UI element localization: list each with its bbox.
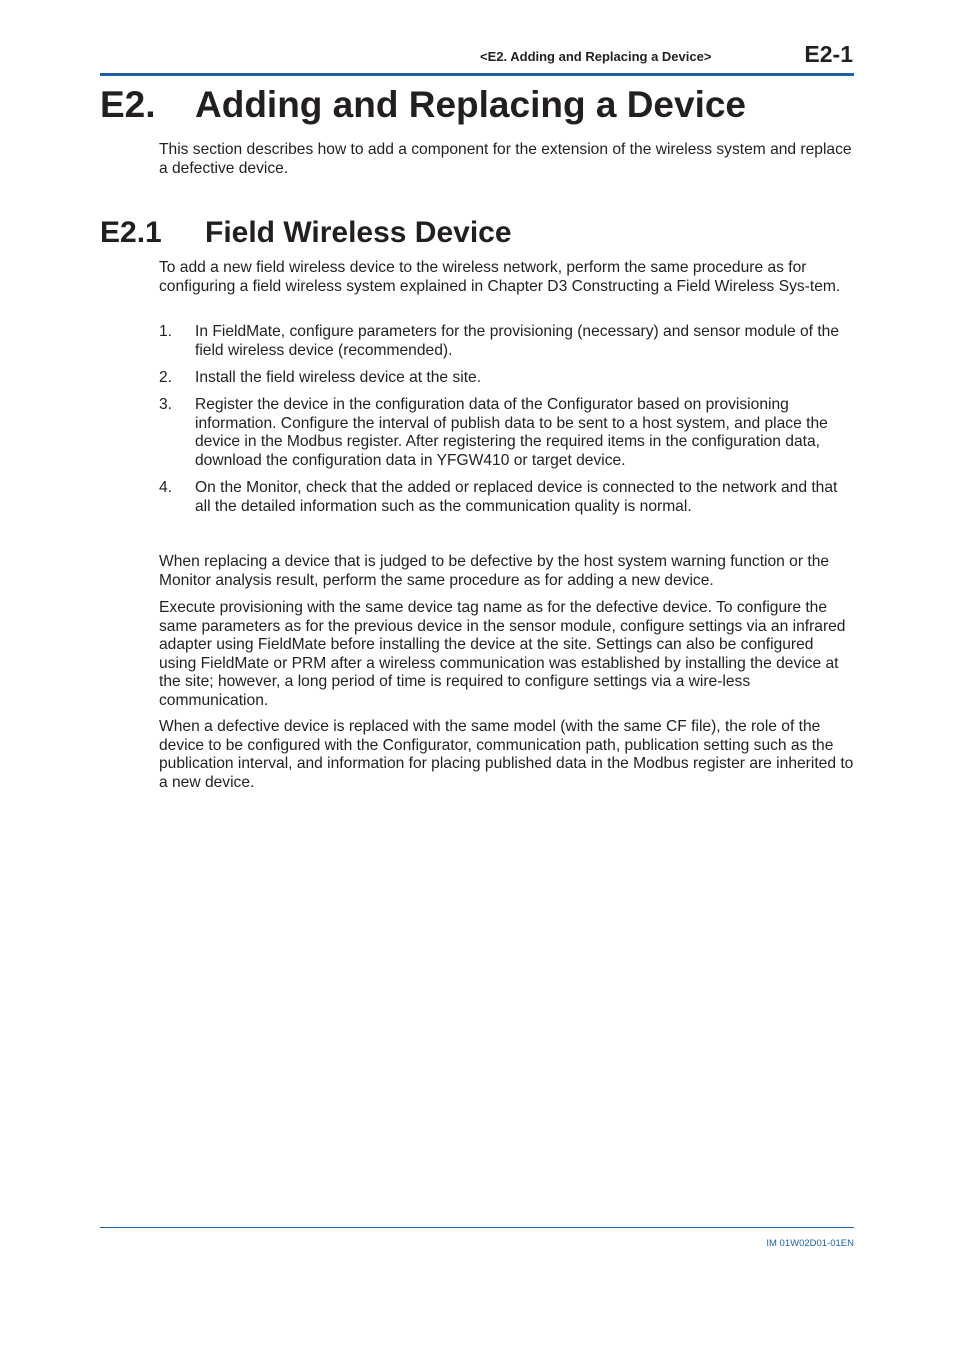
running-header-title: <E2. Adding and Replacing a Device>: [480, 49, 712, 64]
chapter-title: [100, 82, 746, 128]
step-text: Install the field wireless device at the site.: [195, 369, 482, 386]
header-rule: [100, 73, 854, 76]
chapter-intro: This section describes how to add a component for the extension of the wireless system and replace a defective device.: [159, 141, 852, 177]
step-text: Register the device in the configuration data of the Configurator based on provisioning information. Configure the interval of publish data to be sent to a host system, and place the device in the Modbus register. After registering the required items in the configuration data, download the configuration data in YFGW410 or target device.: [195, 396, 828, 469]
list-item: [159, 479, 854, 516]
list-item: [159, 323, 854, 360]
body-paragraph: Execute provisioning with the same device tag name as for the defective device. To configure the same parameters as for the previous device in the sensor module, configure settings via an infrared adapter using FieldMate before installing the device at the site. Settings can also be configured using FieldMate or PRM after a wireless communication was established by installing the device at the site; however, a long period of time is required to configure settings via a wire-less communication.: [159, 599, 846, 709]
page-number: E2-1: [804, 41, 853, 67]
footer-rule: [100, 1227, 854, 1228]
section-title-text: Field Wireless Device: [205, 216, 512, 249]
step-number: 3.: [159, 396, 173, 413]
step-text: On the Monitor, check that the added or replaced device is connected to the network and that all the detailed information such as the communication quality is normal.: [195, 479, 838, 515]
list-item: [159, 396, 854, 470]
body-paragraph: When replacing a device that is judged to be defective by the host system warning function or the Monitor analysis result, perform the same procedure as for adding a new device.: [159, 553, 830, 589]
document-id: IM 01W02D01-01EN: [766, 1238, 854, 1249]
section-title: [100, 214, 512, 252]
chapter-title-text: Adding and Replacing a Device: [195, 84, 747, 125]
step-number: 1.: [159, 323, 173, 340]
list-item: [159, 369, 854, 388]
step-number: 2.: [159, 369, 173, 386]
section-intro: To add a new field wireless device to the wireless network, perform the same procedure as for configuring a field wireless system explained in Chapter D3 Constructing a Field Wireless Sys-tem.: [159, 259, 841, 295]
section-number: E2.1: [100, 216, 162, 249]
step-number: 4.: [159, 479, 173, 496]
body-paragraph: When a defective device is replaced with the same model (with the same CF file), the role of the device to be configured with the Configurator, communication path, publication setting such as the publication interval, and information for placing published data in the Modbus register are inherited to a new device.: [159, 718, 854, 791]
step-text: In FieldMate, configure parameters for the provisioning (necessary) and sensor module of the field wireless device (recommended).: [195, 323, 840, 359]
chapter-number: E2.: [100, 84, 156, 125]
